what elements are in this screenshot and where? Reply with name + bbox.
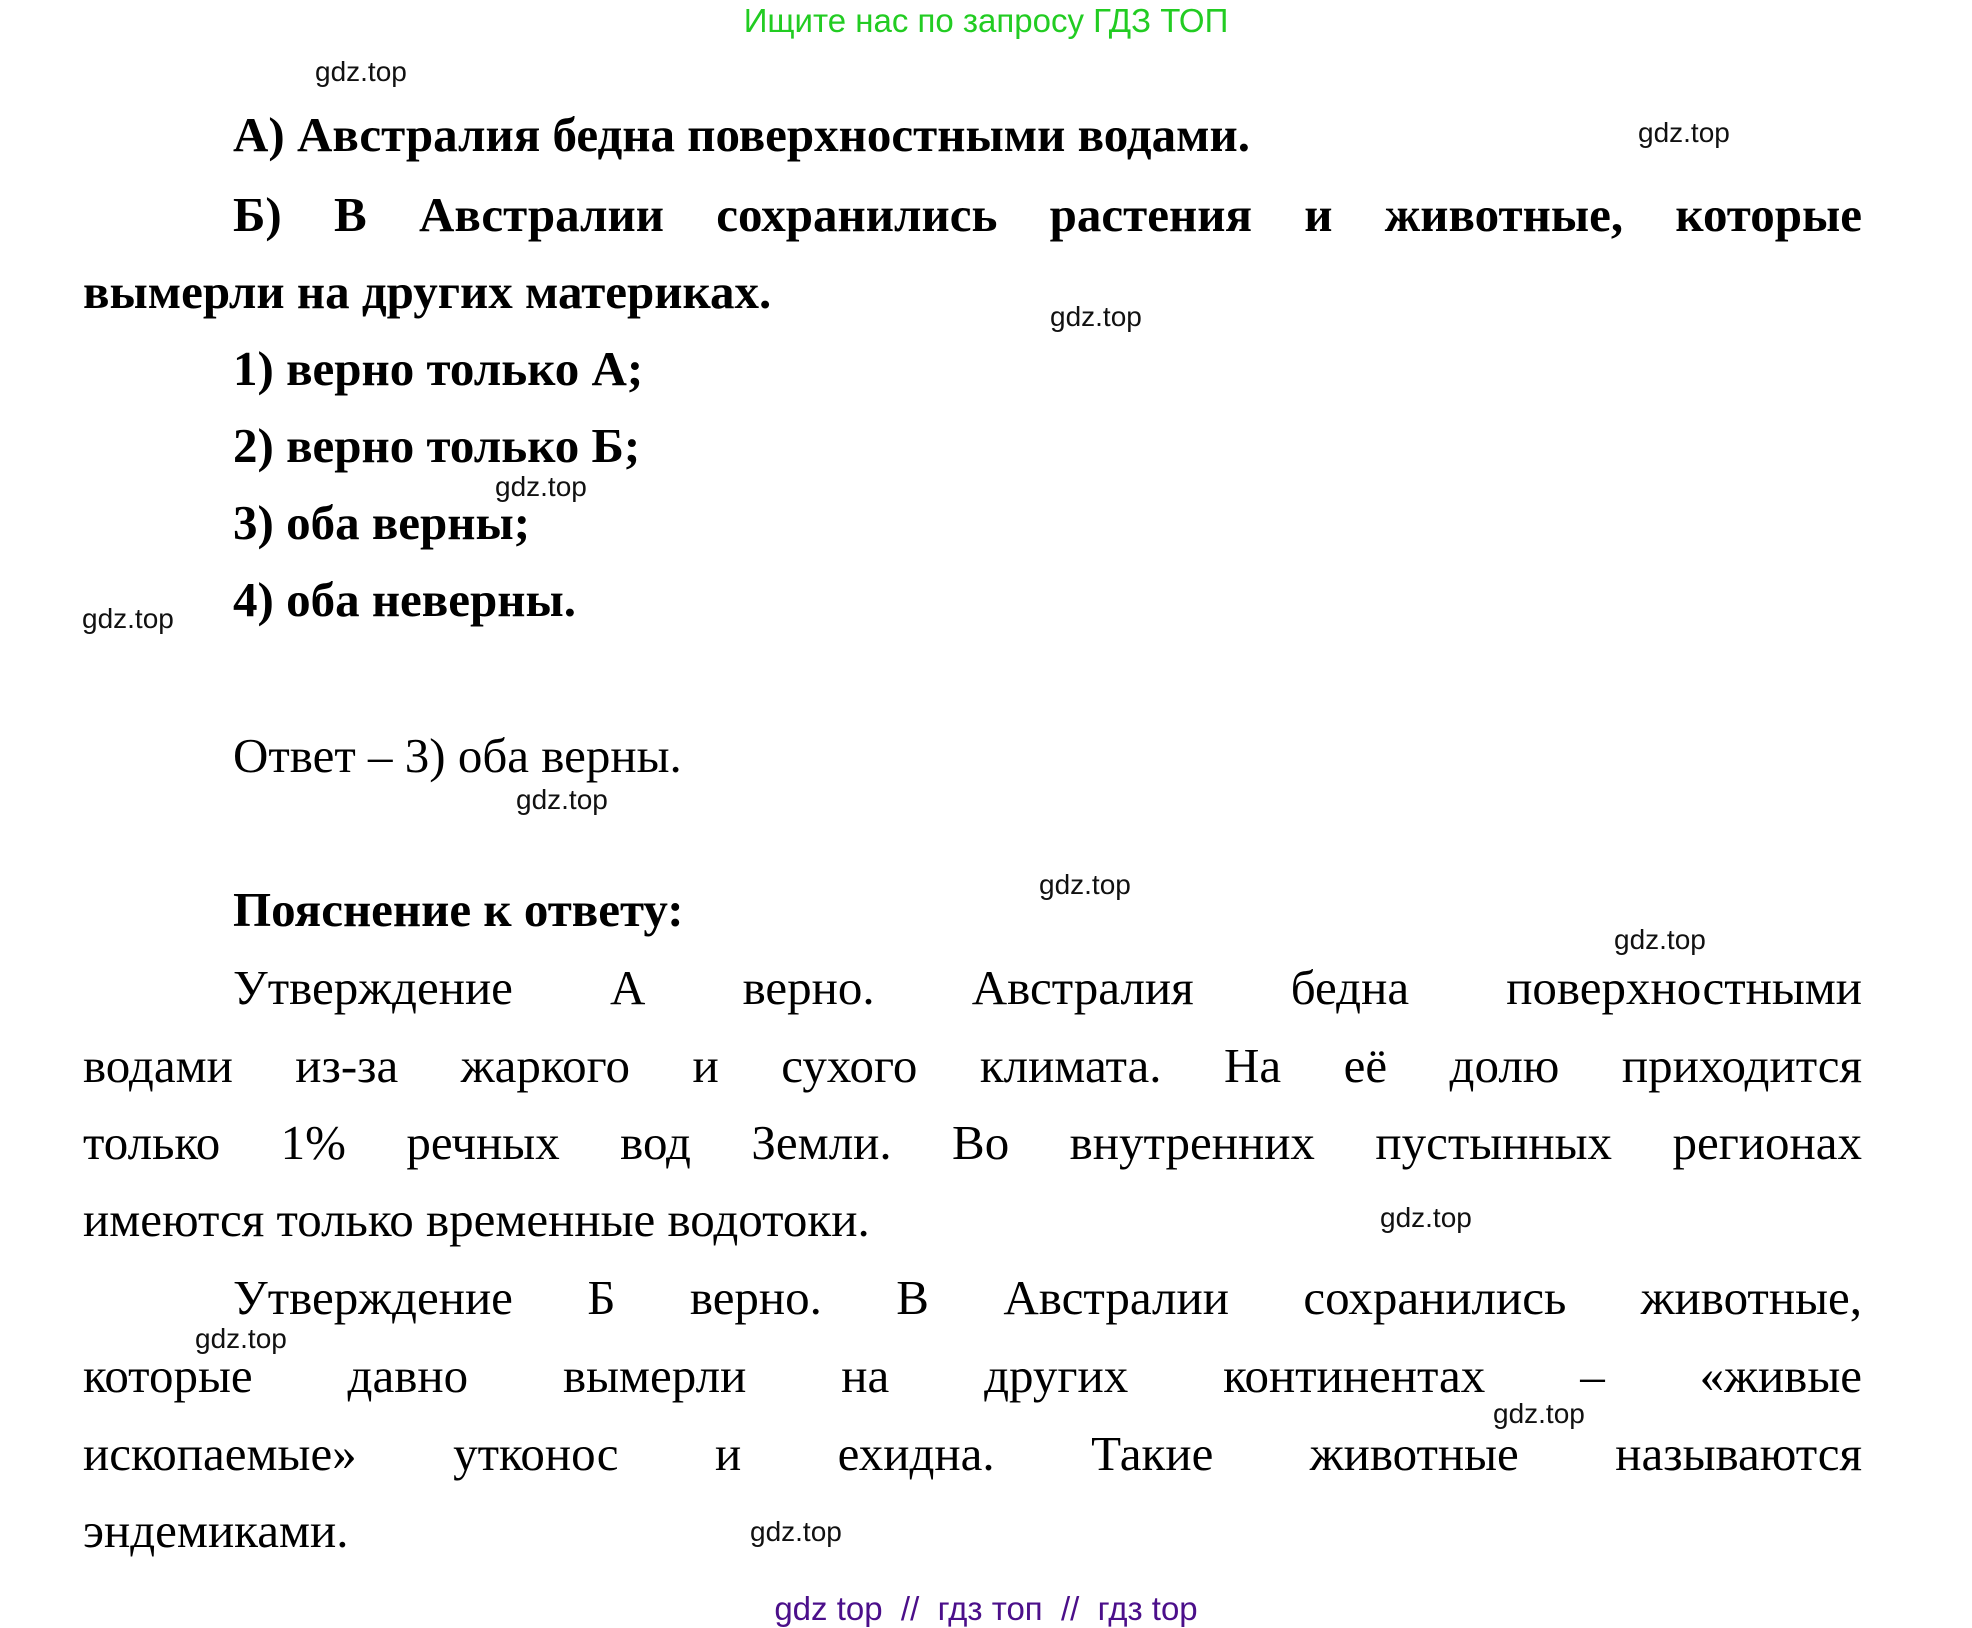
watermark: gdz.top xyxy=(195,1323,287,1354)
statement-b-line2: вымерли на других материках. xyxy=(83,264,772,319)
watermark: gdz.top xyxy=(1638,117,1730,148)
option-3: 3) оба верны; xyxy=(233,495,531,550)
footer-links: gdz top // гдз топ // гдз top xyxy=(774,1590,1198,1627)
option-4: 4) оба неверны. xyxy=(233,572,576,627)
statement-a: А) Австралия бедна поверхностными водами. xyxy=(233,107,1250,162)
answer: Ответ – 3) оба верны. xyxy=(233,728,682,783)
paragraph1-line: Утверждение А верно. Австралия бедна поверхностными xyxy=(233,960,1862,1015)
explanation-title: Пояснение к ответу: xyxy=(233,882,684,937)
option-2: 2) верно только Б; xyxy=(233,418,641,473)
option-1: 1) верно только А; xyxy=(233,341,644,396)
paragraph1-line: имеются только временные водотоки. xyxy=(83,1192,870,1247)
header-banner: Ищите нас по запросу ГДЗ ТОП xyxy=(743,2,1229,39)
statement-b-line1: Б) В Австралии сохранились растения и животные, которые xyxy=(233,187,1862,242)
watermark: gdz.top xyxy=(1614,924,1706,955)
watermark: gdz.top xyxy=(516,784,608,815)
watermark: gdz.top xyxy=(315,56,407,87)
paragraph2-line: которые давно вымерли на других континентах – «живые xyxy=(83,1348,1862,1403)
paragraph2-line: эндемиками. xyxy=(83,1503,349,1558)
paragraph1-line: только 1% речных вод Земли. Во внутренних пустынных регионах xyxy=(83,1115,1862,1170)
watermark: gdz.top xyxy=(1380,1202,1472,1233)
watermark: gdz.top xyxy=(1039,869,1131,900)
paragraph1-line: водами из-за жаркого и сухого климата. На её долю приходится xyxy=(83,1038,1862,1093)
watermark: gdz.top xyxy=(1493,1398,1585,1429)
paragraph2-line: Утверждение Б верно. В Австралии сохранились животные, xyxy=(233,1270,1862,1325)
watermark: gdz.top xyxy=(495,471,587,502)
watermark: gdz.top xyxy=(82,603,174,634)
paragraph2-line: ископаемые» утконос и ехидна. Такие животные называются xyxy=(83,1426,1862,1481)
watermark: gdz.top xyxy=(1050,301,1142,332)
watermark: gdz.top xyxy=(750,1516,842,1547)
